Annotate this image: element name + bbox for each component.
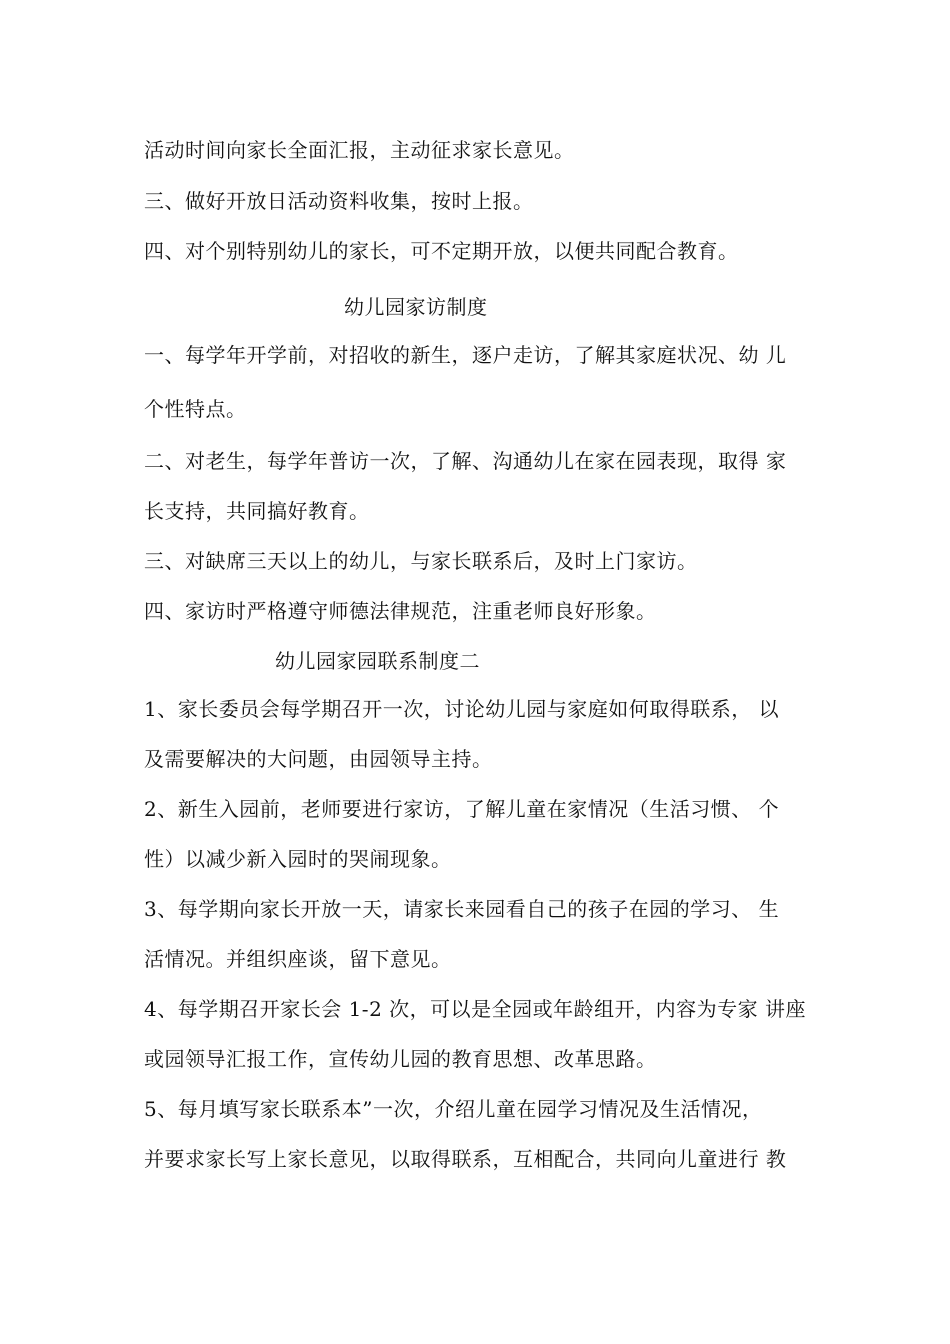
section2-line-6: 活情况。并组织座谈，留下意见。 [144,947,452,971]
section2-line-9: 5、每月填写家长联系本”一次，介绍儿童在园学习情况及生活情况， [144,1097,763,1121]
section2-line-10: 并要求家长写上家长意见，以取得联系，互相配合，共同向儿童进行 教 [144,1147,787,1171]
section1-line-6: 四、家访时严格遵守师德法律规范，注重老师良好形象。 [144,599,657,623]
section2-line-3: 2、新生入园前，老师要进行家访，了解儿童在家情况（生活习惯、 个 [144,797,780,821]
section1-line-1: 一、每学年开学前，对招收的新生，逐户走访，了解其家庭状况、幼 儿 [144,343,787,367]
section2-line-2: 及需要解决的大问题，由园领导主持。 [144,747,493,771]
section1-line-2: 个性特点。 [144,397,247,421]
intro-line-2: 三、做好开放日活动资料收集，按时上报。 [144,189,534,213]
section2-line-1: 1、家长委员会每学期召开一次，讨论幼儿园与家庭如何取得联系， 以 [144,697,780,721]
intro-line-1: 活动时间向家长全面汇报，主动征求家长意见。 [144,138,575,162]
section2-line-4: 性）以减少新入园时的哭闹现象。 [144,847,452,871]
section2-line-7: 4、每学期召开家长会 1-2 次，可以是全园或年龄组开，内容为专家 讲座 [144,997,807,1021]
intro-line-3: 四、对个别特别幼儿的家长，可不定期开放，以便共同配合教育。 [144,239,739,263]
section1-line-5: 三、对缺席三天以上的幼儿，与家长联系后，及时上门家访。 [144,549,698,573]
section2-line-5: 3、每学期向家长开放一天，请家长来园看自己的孩子在园的学习、 生 [144,897,780,921]
section2-title: 幼儿园家园联系制度二 [275,649,480,673]
section1-line-4: 长支持，共同搞好教育。 [144,499,370,523]
section1-title: 幼儿园家访制度 [344,295,488,319]
section2-line-8: 或园领导汇报工作，宣传幼儿园的教育思想、改革思路。 [144,1047,657,1071]
section1-line-3: 二、对老生，每学年普访一次，了解、沟通幼儿在家在园表现，取得 家 [144,449,787,473]
